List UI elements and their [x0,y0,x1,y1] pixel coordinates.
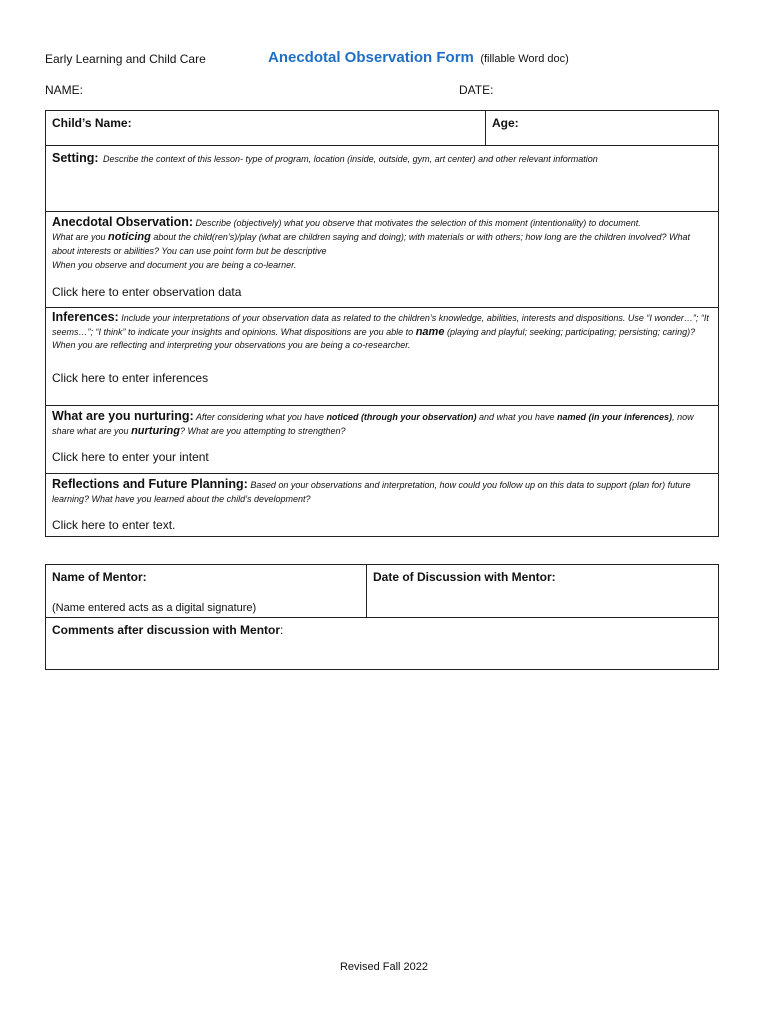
setting-instructions: Describe the context of this lesson- type of program, location (inside, outside, gym, art center) and other relevant information [102,154,598,164]
age-label: Age: [492,116,519,130]
observation-table [45,110,719,537]
comments-label: Comments after discussion with Mentor [52,623,281,637]
nurturing-label: What are you nurturing: [52,409,194,423]
nurturing-instruction-c: , now share what are you [52,412,694,436]
mentor-table [45,564,719,670]
nurturing-entry[interactable]: Click here to enter your intent [52,450,209,464]
reflections-instructions: Based on your observations and interpretation, how could you follow up on this data to support (plan for) future learning? What have you learned about the child’s development? [52,480,691,504]
nurturing-named: named (in your inferences) [557,412,673,422]
setting-cell[interactable] [46,146,719,212]
nurturing-instruction-b: and what you have [478,412,555,422]
nurturing-word: nurturing [131,425,180,437]
program-name: Early Learning and Child Care [45,52,206,66]
setting-label: Setting: [52,151,99,165]
inferences-instruction-b: (playing and playful; seeking; participating; persisting; caring)? [446,326,696,337]
nurturing-cell [46,406,719,474]
comments-cell[interactable] [46,618,719,670]
mentor-signature-note: (Name entered acts as a digital signature) [52,602,257,614]
age-cell[interactable] [486,111,719,146]
observation-instruction-2a: What are you [52,232,106,242]
nurturing-noticed: noticed (through your observation) [326,412,477,422]
reflections-cell [46,474,719,537]
reflections-entry[interactable]: Click here to enter text. [52,518,176,532]
nurturing-instruction-a: After considering what you have [195,412,324,422]
discussion-date-cell[interactable] [367,565,719,618]
observation-instruction-2b: about the child(ren’s)/play (what are children saying and doing); with materials or with others; how long are the children involved? What about interests or abilities? You can use point form but be descriptive [52,232,690,256]
form-title-note: (fillable Word doc) [480,53,569,65]
observation-instruction-1: Describe (objectively) what you observe that motivates the selection of this moment (intentionality) to document. [195,218,641,228]
mentor-name-cell[interactable] [46,565,367,618]
form-title [268,49,569,67]
child-name-label: Child’s Name: [52,116,132,130]
inferences-cell [46,308,719,406]
discussion-date-label: Date of Discussion with Mentor: [373,570,556,584]
mentor-name-label: Name of Mentor: [52,570,147,584]
child-name-cell[interactable] [46,111,486,146]
inferences-name: name [415,325,445,338]
date-field-label[interactable]: DATE: [459,83,494,97]
nurturing-instruction-d: ? What are you attempting to strengthen? [179,426,346,436]
name-field-label[interactable]: NAME: [45,83,84,97]
inferences-instruction-2: When you are reflecting and interpreting your observations you are being a co-researcher. [52,340,411,350]
observation-instruction-3: When you observe and document you are being a co-learner. [52,260,297,270]
observation-label: Anecdotal Observation: [52,215,193,229]
inferences-entry[interactable]: Click here to enter inferences [52,370,209,385]
revision-footer: Revised Fall 2022 [339,961,429,973]
inferences-instruction-a: Include your interpretations of your observation data as related to the children’s knowledge, abilities, interests and dispositions. Use “I wonder…”; “It seems…”; “I think” to indicate your insights and opinions. What dispositions are you able to [52,313,709,337]
inferences-label: Inferences: [52,310,119,324]
form-title-main: Anecdotal Observation Form [268,49,474,66]
observation-cell [46,212,719,308]
observation-data-entry[interactable]: Click here to enter observation data [52,285,242,299]
reflections-label: Reflections and Future Planning: [52,477,248,491]
comments-colon: : [280,623,284,637]
observation-noticing: noticing [108,231,151,243]
